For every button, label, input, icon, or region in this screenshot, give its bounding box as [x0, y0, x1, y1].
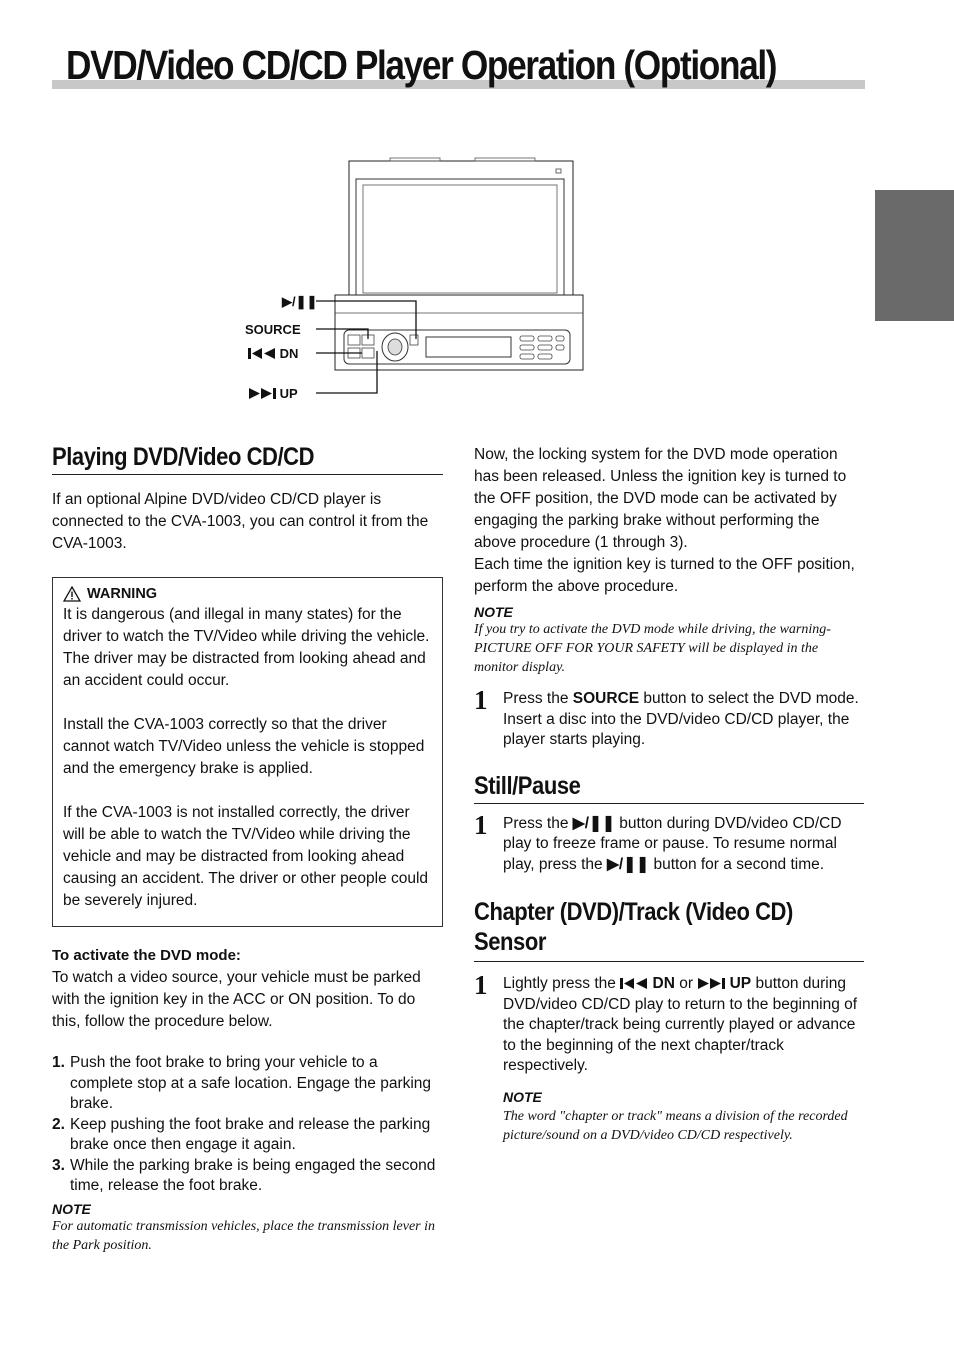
dn-button-ref: DN [652, 975, 675, 992]
list-item [52, 1115, 443, 1156]
up-label [248, 386, 298, 401]
heading-rule [52, 442, 443, 475]
step-source [474, 685, 864, 751]
skip-forward-icon [248, 388, 276, 399]
up-button-ref: UP [729, 975, 752, 992]
warning-paragraph: Install the CVA-1003 correctly so that the driver cannot watch TV/Video unless the vehicle is stopped and the emergency brake is applied. [63, 716, 425, 777]
warning-triangle-icon [63, 586, 81, 602]
source-button-ref: SOURCE [572, 690, 640, 707]
warning-title: WARNING [87, 586, 158, 602]
dn-text: DN [279, 346, 299, 361]
ignition-paragraph: Each time the ignition key is turned to the OFF position, perform the above procedure. [474, 556, 855, 595]
side-tab-marker [875, 190, 954, 321]
step-text: Press the [503, 814, 573, 832]
list-text: Keep pushing the foot brake and release the parking brake once then engage it again. [70, 1115, 431, 1153]
note-text: The word "chapter or track" means a division of the recorded picture/sound on a DVD/video CD/CD respectively. [503, 1109, 848, 1143]
step-text: button during DVD/video CD/CD play to return to the beginning of the chapter/track being currently played or advance to the beginning of the next chapter/track respectively. [503, 975, 858, 1074]
note-text: For automatic transmission vehicles, place the transmission lever in the Park position. [52, 1218, 436, 1253]
step-number: 1 [474, 685, 488, 715]
up-text: UP [279, 386, 298, 401]
step-chapter [474, 970, 864, 1145]
list-number: 1. [52, 1054, 65, 1071]
play-pause-icon: ▶/❚❚ [572, 814, 615, 832]
head-unit-drawing [240, 155, 600, 405]
procedure-list [52, 1053, 443, 1197]
list-number: 3. [52, 1156, 65, 1174]
step-text: button for a second time. [649, 855, 825, 873]
step-number: 1 [474, 970, 488, 1000]
note-label: NOTE [52, 1200, 91, 1217]
step-body [503, 689, 864, 751]
skip-forward-icon [697, 978, 725, 989]
step-body [503, 814, 864, 876]
list-number: 2. [52, 1115, 65, 1133]
heading-playing: Playing DVD/Video CD/CD [52, 443, 315, 471]
note-label: NOTE [474, 604, 513, 620]
heading-chapter [474, 897, 817, 957]
list-text: Push the foot brake to bring your vehicle to a complete stop at a safe location. Engage the parking brake. [70, 1054, 432, 1112]
skip-back-icon [620, 978, 648, 989]
intro-paragraph: If an optional Alpine DVD/video CD/CD player is connected to the CVA-1003, you can control it from the CVA-1003. [52, 491, 429, 552]
right-column [474, 444, 864, 1145]
dn-label [248, 346, 298, 361]
list-item [52, 1156, 443, 1197]
step-text: button to select the DVD mode. [639, 690, 859, 707]
note-label: NOTE [503, 1088, 542, 1105]
source-label: SOURCE [245, 322, 301, 337]
warning-paragraph: It is dangerous (and illegal in many states) for the driver to watch the TV/Video while driving the vehicle. The driver may be distracted from looking ahead and an accident could occur. [63, 606, 430, 689]
warning-box [52, 577, 443, 927]
heading-rule [474, 897, 864, 962]
activate-heading: To activate the DVD mode: [52, 947, 241, 964]
heading-line: Sensor [474, 928, 546, 956]
heading-rule [474, 771, 864, 804]
step-body [503, 974, 864, 1145]
heading-still-pause: Still/Pause [474, 771, 581, 800]
step-text: or [674, 975, 698, 992]
step-text: Lightly press the [503, 975, 621, 992]
locking-paragraph: Now, the locking system for the DVD mode operation has been released. Unless the ignition key is turned to the OFF position, the DVD mode can be activated by engaging the parking brake without performing the above procedure (1 through 3). [474, 446, 847, 551]
page-title-banner [52, 42, 865, 92]
skip-back-icon [248, 348, 276, 359]
play-pause-icon: ▶/❚❚ [606, 855, 650, 873]
device-illustration [240, 155, 600, 405]
warning-paragraph: If the CVA-1003 is not installed correctly, the driver will be able to watch the TV/Video while driving the vehicle and may be distracted from looking ahead causing an accident. The driver or other people could be severely injured. [63, 804, 429, 909]
play-pause-label: ▶/❚❚ [282, 294, 318, 309]
list-text: While the parking brake is being engaged the second time, release the foot brake. [70, 1156, 436, 1194]
activate-paragraph: To watch a video source, your vehicle must be parked with the ignition key in the ACC or ON position. To do this, follow the procedure below. [52, 969, 421, 1030]
list-item [52, 1053, 443, 1115]
step-text: Insert a disc into the DVD/video CD/CD player, the player starts playing. [503, 710, 850, 748]
left-column [52, 442, 443, 1255]
step-text: button during DVD/video CD/CD play to freeze frame or pause. To resume normal play, press the [503, 814, 842, 873]
step-text: Press the [503, 690, 573, 707]
heading-line: Chapter (DVD)/Track (Video CD) [474, 898, 793, 926]
warning-heading [63, 586, 432, 602]
page-title: DVD/Video CD/CD Player Operation (Optional) [66, 42, 777, 88]
step-still [474, 809, 864, 876]
note-text: If you try to activate the DVD mode while driving, the warning-PICTURE OFF FOR YOUR SAFETY will be displayed in the monitor display. [474, 622, 831, 675]
step-number: 1 [474, 809, 488, 840]
